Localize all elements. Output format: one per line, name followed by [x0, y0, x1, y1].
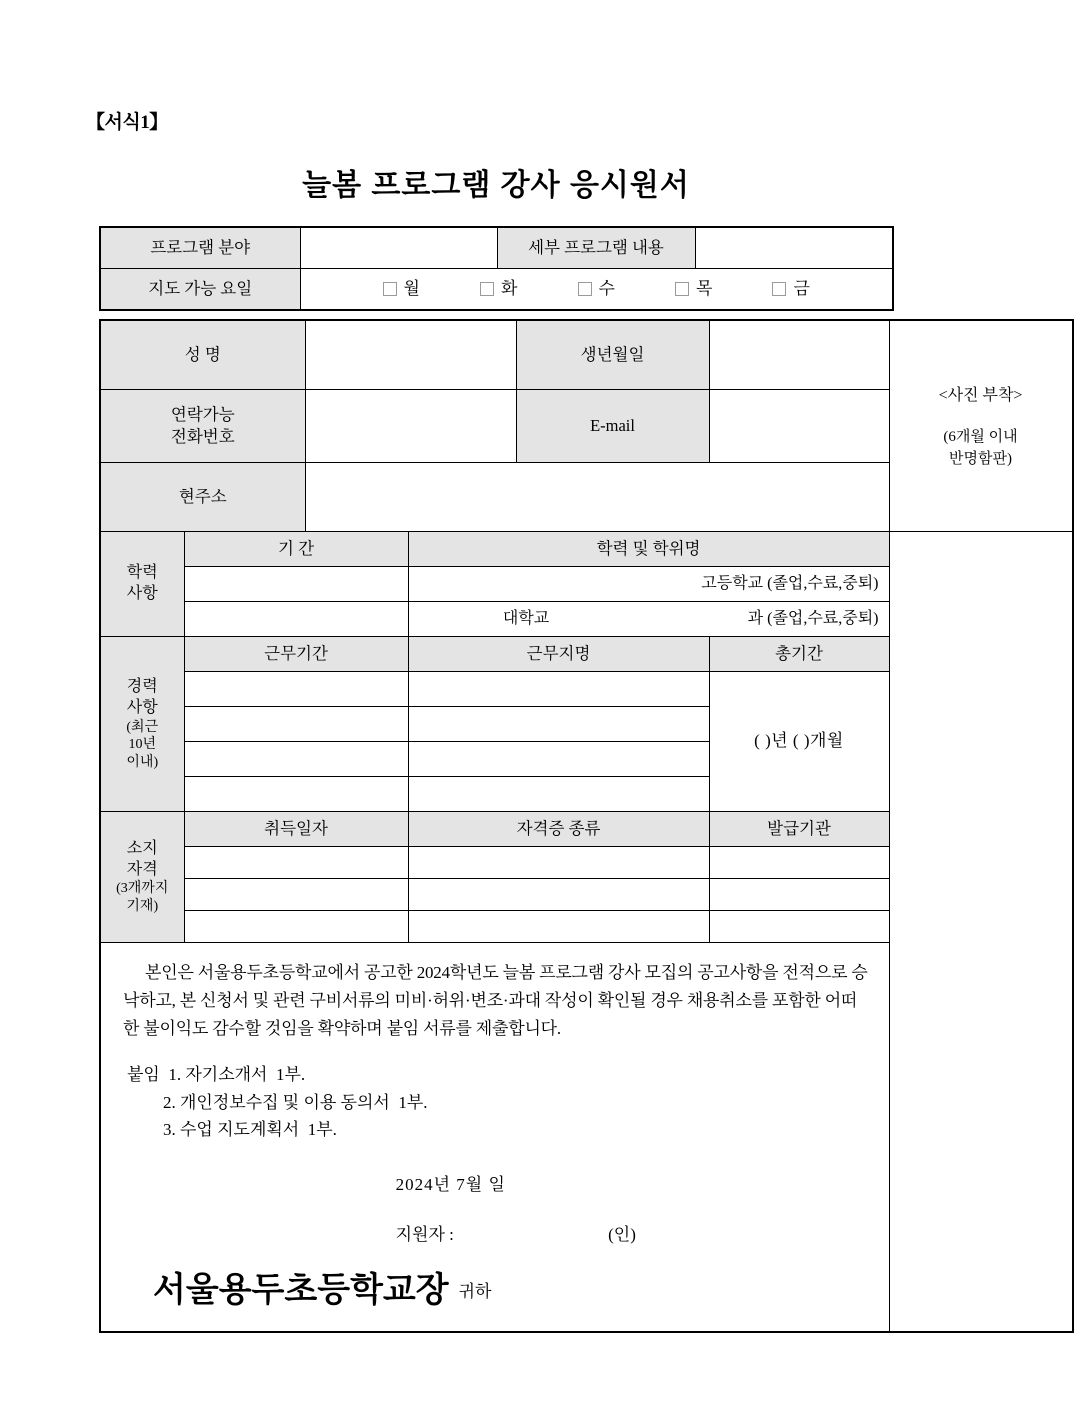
certificates-label-note2: 기재): [126, 898, 159, 914]
certificate-issuer-input[interactable]: [709, 847, 889, 879]
program-info-table: [99, 226, 894, 311]
day-option-tue[interactable]: [480, 278, 517, 300]
birthdate-input[interactable]: [709, 320, 889, 390]
career-workplace-input[interactable]: [408, 672, 709, 707]
seal-mark[interactable]: (인): [608, 1225, 636, 1245]
certificate-type-input[interactable]: [408, 911, 709, 943]
school-head-title: 서울용두초등학교장: [153, 1271, 449, 1309]
certificates-col-date: 취득일자: [184, 812, 408, 847]
declaration-cell: [100, 943, 889, 1333]
education-degree-highschool[interactable]: 고등학교 (졸업,수료,중퇴): [408, 567, 889, 602]
career-workplace-input[interactable]: [408, 742, 709, 777]
education-col-degree: 학력 및 학위명: [408, 532, 889, 567]
career-period-input[interactable]: [184, 672, 408, 707]
career-workplace-input[interactable]: [408, 707, 709, 742]
name-label: 성 명: [100, 320, 305, 390]
table-row: [100, 672, 1073, 707]
name-input[interactable]: [305, 320, 516, 390]
career-period-input[interactable]: [184, 742, 408, 777]
address-input[interactable]: [305, 463, 889, 532]
photo-attach-title: <사진 부착>: [938, 387, 1023, 405]
applicant-main-table: [99, 319, 1074, 1333]
career-label-line1: 경력: [126, 677, 158, 695]
email-input[interactable]: [709, 390, 889, 463]
career-col-workplace: 근무지명: [408, 637, 709, 672]
certificate-type-input[interactable]: [408, 847, 709, 879]
attachment-item-2: 2. 개인정보수집 및 이용 동의서 1부.: [163, 1092, 428, 1112]
available-days-cell: [300, 269, 893, 311]
education-label-line1: 학력: [126, 564, 158, 582]
phone-input[interactable]: [305, 390, 516, 463]
attachment-item-1: 붙임 1. 자기소개서 1부.: [127, 1065, 306, 1085]
email-label: E-mail: [516, 390, 709, 463]
certificates-col-issuer: 발급기관: [709, 812, 889, 847]
program-detail-input[interactable]: [695, 227, 893, 269]
table-row: [100, 602, 1073, 637]
table-row: [100, 532, 1073, 567]
certificates-section-label: [100, 812, 184, 943]
table-row: [100, 879, 1073, 911]
career-label-note1: (최근: [126, 719, 159, 735]
school-head-line: [123, 1269, 869, 1314]
address-label: 현주소: [100, 463, 305, 532]
career-label-line2: 사항: [126, 698, 158, 716]
day-label: 금: [793, 278, 810, 298]
education-col-period: 기 간: [184, 532, 408, 567]
table-row: [100, 742, 1073, 777]
day-label: 목: [696, 278, 713, 298]
certificates-label-line2: 자격: [126, 860, 158, 878]
photo-note-line2: 반명함판): [949, 451, 1012, 468]
program-field-label: 프로그램 분야: [100, 227, 300, 269]
table-row: [100, 637, 1073, 672]
phone-label-line1: 연락가능: [170, 405, 235, 425]
education-university-major: 과 (졸업,수료,중퇴): [747, 610, 879, 628]
table-row: [100, 567, 1073, 602]
certificates-label-note1: (3개까지: [116, 881, 169, 897]
checkbox-icon[interactable]: [383, 282, 397, 296]
career-period-input[interactable]: [184, 707, 408, 742]
photo-note-line1: (6개월 이내: [943, 428, 1018, 445]
certificate-issuer-input[interactable]: [709, 879, 889, 911]
career-label-note2: 10년: [128, 737, 157, 753]
education-section-label: [100, 532, 184, 637]
career-label-note3: 이내): [126, 754, 159, 770]
education-period-input[interactable]: [184, 602, 408, 637]
table-row: [100, 320, 1073, 390]
table-row: [100, 227, 893, 269]
certificates-label-line1: 소지: [126, 839, 158, 857]
career-total-duration[interactable]: ( )년 ( )개월: [709, 672, 889, 812]
checkbox-icon[interactable]: [772, 282, 786, 296]
phone-label-line2: 전화번호: [170, 427, 235, 446]
available-days-label: 지도 가능 요일: [100, 269, 300, 311]
checkbox-icon[interactable]: [578, 282, 592, 296]
day-option-mon[interactable]: [383, 278, 420, 300]
career-workplace-input[interactable]: [408, 777, 709, 812]
table-row: [100, 707, 1073, 742]
program-detail-label: 세부 프로그램 내용: [497, 227, 695, 269]
day-label: 화: [501, 278, 518, 298]
photo-attach-box[interactable]: [889, 320, 1073, 532]
education-degree-university[interactable]: [408, 602, 889, 637]
submission-date[interactable]: 2024년 7월 일: [395, 1174, 506, 1194]
checkbox-icon[interactable]: [480, 282, 494, 296]
certificate-date-input[interactable]: [184, 847, 408, 879]
attachment-list: [127, 1061, 869, 1144]
certificate-date-input[interactable]: [184, 911, 408, 943]
photo-attach-note: [890, 426, 1072, 471]
form-marker: 【서식1】: [86, 112, 168, 133]
table-row: [100, 847, 1073, 879]
declaration-paragraph: 본인은 서울용두초등학교에서 공고한 2024학년도 늘봄 프로그램 강사 모집의 공고사항을 전적으로 승낙하고, 본 신청서 및 관련 구비서류의 미비·허위·변조·과대 작성이 확인될 경우 채용취소를 포함한 어떠한 불이익도 감수할 것임을 확약하며 붙임 서류를 제출합니다.: [123, 963, 868, 1039]
day-option-fri[interactable]: [772, 278, 809, 300]
table-row: [100, 812, 1073, 847]
day-option-wed[interactable]: [578, 278, 615, 300]
education-university-label: 대학교: [502, 610, 550, 628]
day-option-thu[interactable]: [675, 278, 712, 300]
day-checkbox-group: [301, 278, 893, 300]
certificate-type-input[interactable]: [408, 879, 709, 911]
table-row: [100, 911, 1073, 943]
program-field-input[interactable]: [300, 227, 497, 269]
certificate-issuer-input[interactable]: [709, 911, 889, 943]
career-col-total: 총기간: [709, 637, 889, 672]
applicant-signature-line: [123, 1224, 869, 1246]
attachment-item-3: 3. 수업 지도계획서 1부.: [163, 1120, 337, 1140]
education-period-input[interactable]: [184, 567, 408, 602]
education-label-line2: 사항: [126, 585, 158, 602]
career-period-input[interactable]: [184, 777, 408, 812]
career-section-label: [100, 637, 184, 812]
phone-label: [100, 390, 305, 463]
addressee-label: 귀하: [458, 1281, 492, 1301]
checkbox-icon[interactable]: [675, 282, 689, 296]
certificates-col-type: 자격증 종류: [408, 812, 709, 847]
certificate-date-input[interactable]: [184, 879, 408, 911]
table-row: [100, 269, 893, 311]
applicant-label: 지원자 :: [395, 1225, 454, 1245]
table-row: [100, 943, 1073, 1333]
day-label: 월: [403, 278, 420, 298]
table-row: [100, 777, 1073, 812]
career-col-period: 근무기간: [184, 637, 408, 672]
day-label: 수: [598, 278, 615, 298]
birthdate-label: 생년월일: [516, 320, 709, 390]
page-title: 늘봄 프로그램 강사 응시원서: [302, 169, 690, 202]
